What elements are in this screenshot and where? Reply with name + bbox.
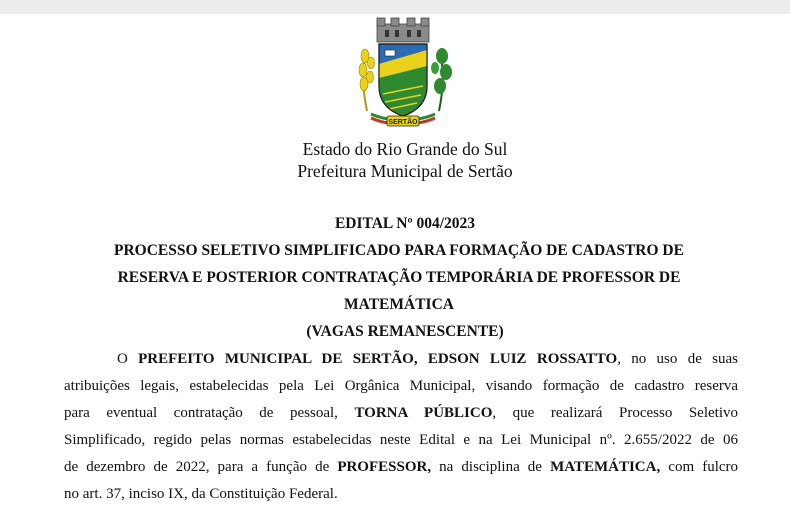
body-text: com fulcro	[660, 459, 739, 475]
title-line-4: (VAGAS REMANESCENTE)	[306, 323, 504, 340]
body-line-4: Simplificado, regido pelas normas estabelecidas neste Edital e na Lei Municipal nº. 2.655/2022 de 06	[64, 432, 738, 448]
body-text: O	[117, 351, 139, 367]
title-line-3: MATEMÁTICA	[344, 296, 454, 313]
body-line-3	[64, 403, 738, 423]
title-line-2: RESERVA E POSTERIOR CONTRATAÇÃO TEMPORÁRIA DE PROFESSOR DE	[117, 269, 681, 286]
municipality-name: Prefeitura Municipal de Sertão	[297, 161, 513, 181]
body-bold-text: MATEMÁTICA,	[550, 459, 661, 475]
body-text: para eventual contratação de pessoal,	[64, 405, 355, 421]
body-line-1	[117, 349, 738, 369]
body-line-2: atribuições legais, estabelecidas pela Lei Orgânica Municipal, visando formação de cadastro reserva	[64, 378, 738, 394]
body-bold-text: PROFESSOR,	[337, 459, 432, 475]
ribbon-text: SERTÃO	[388, 119, 418, 126]
body-line-5	[64, 457, 738, 477]
shield-icon	[379, 44, 427, 116]
body-bold-text: PREFEITO MUNICIPAL DE SERTÃO, EDSON LUIZ ROSSATTO	[138, 351, 618, 367]
body-bold-text: TORNA PÚBLICO	[354, 405, 493, 421]
soybean-leaf-icon	[431, 48, 452, 111]
mural-crown-icon	[377, 18, 429, 42]
state-name: Estado do Rio Grande do Sul	[302, 139, 508, 159]
body-text: , que realizará Processo Seletivo	[492, 405, 738, 421]
body-line-6: no art. 37, inciso IX, da Constituição Federal.	[64, 486, 338, 502]
municipal-coat-of-arms	[343, 16, 463, 130]
page-top-edge	[0, 0, 790, 14]
title-line-1: PROCESSO SELETIVO SIMPLIFICADO PARA FORMAÇÃO DE CADASTRO DE	[114, 242, 684, 259]
wheat-icon	[359, 49, 375, 111]
body-text: na disciplina de	[431, 459, 551, 475]
body-text: de dezembro de 2022, para a função de	[64, 459, 338, 475]
body-text: , no uso de suas	[617, 351, 738, 367]
edital-number: EDITAL Nº 004/2023	[334, 215, 476, 232]
name-ribbon	[387, 116, 419, 126]
